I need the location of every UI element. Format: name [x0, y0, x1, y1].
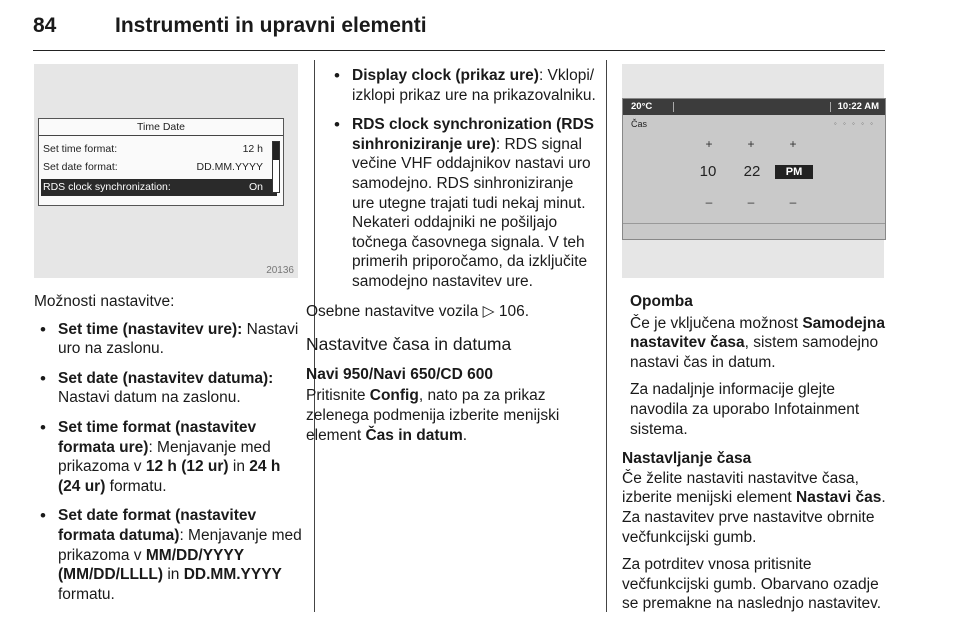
- screen-title: Time Date: [136, 121, 186, 133]
- minute-plus-button: +: [747, 137, 755, 151]
- ampm-plus-button: +: [789, 137, 797, 151]
- ampm-minus-button: –: [789, 195, 797, 209]
- list-item: • Set time (nastavitev ure): Nastavi uro na zaslonu.: [34, 320, 304, 359]
- subsection-title: Nastavljanje časa: [622, 450, 752, 468]
- screen-title: Čas: [631, 119, 648, 129]
- menu-row-time-format: [41, 141, 277, 158]
- list-item: • RDS clock synchronization (RDS sinhroniziranje ure): RDS signal večine VHF oddajnikov nastavi uro samodejno. RDS sinhroniziranje ure utegne trajati tudi nekaj minut. Nekateri oddajniki ne pošiljajo točnega časovnega signala. V teh primerih priporočamo, da izključite samodejno nastavitev ure.: [328, 115, 596, 291]
- infotainment-screen: [622, 98, 886, 240]
- hour-value: 10: [699, 163, 717, 180]
- minute-minus-button: –: [747, 195, 755, 209]
- status-clock: 10:22 AM: [837, 101, 879, 112]
- scrollbar-thumb: [273, 142, 279, 160]
- time-date-figure: [34, 64, 298, 278]
- minute-value: 22: [743, 163, 761, 180]
- list-item: • Set date format (nastavitev formata datuma): Menjavanje med prikazoma v MM/DD/YYYY (MM/DD/LLLL) in DD.MM.YYYY formatu.: [34, 506, 304, 604]
- row-value: DD.MM.YYYY: [196, 161, 263, 173]
- note-box: [622, 292, 886, 439]
- options-list: [34, 320, 304, 605]
- paragraph: Za potrditev vnosa pritisnite večfunkcijski gumb. Obarvano ozadje se premakne na naslednjo nastavitev.: [622, 556, 882, 613]
- note-paragraph: Za nadaljnje informacije glejte navodila za uporabo Infotainment sistema.: [630, 381, 860, 438]
- figure-number: 20136: [266, 265, 294, 276]
- column-divider-2: [606, 60, 607, 612]
- list-item: • Set time format (nastavitev formata ure): Menjavanje med prikazoma v 12 h (12 ur) in 24 h (24 ur) formatu.: [34, 418, 304, 496]
- note-title: Opomba: [630, 293, 693, 310]
- menu-row-rds-sync: [41, 179, 277, 196]
- row-label: Set date format:: [43, 161, 118, 173]
- status-separator: [673, 102, 674, 112]
- paragraph: Če želite nastaviti nastavitve časa, izberite menijski element Nastavi čas. Za nastavitev prve nastavitve obrnite večfunkcijski gumb.: [622, 469, 886, 546]
- row-label: Set time format:: [43, 143, 118, 155]
- status-separator: [830, 102, 831, 112]
- row-value: On: [248, 181, 263, 193]
- column-1: [34, 292, 304, 614]
- clock-settings-figure: [622, 64, 884, 278]
- row-label: RDS clock synchronization:: [43, 181, 171, 193]
- column-2: [306, 66, 596, 453]
- title-divider: [39, 135, 283, 136]
- page-number: 84: [33, 14, 57, 37]
- column-3: [622, 292, 886, 622]
- ampm-value: PM: [775, 165, 813, 179]
- status-bar: [623, 99, 885, 115]
- arrow-icon: ▷: [482, 302, 495, 320]
- time-date-screen: [38, 118, 284, 206]
- status-icons: ◦ ◦ ◦ ◦ ◦: [833, 119, 875, 128]
- cross-reference: Osebne nastavitve vozila ▷ 106.: [306, 302, 530, 320]
- row-value: 12 h: [242, 143, 263, 155]
- list-item: • Display clock (prikaz ure): Vklopi/ izklopi prikaz ure na prikazovalniku.: [328, 66, 596, 105]
- options-list-continued: [328, 66, 596, 292]
- options-intro: Možnosti nastavitve:: [34, 293, 175, 310]
- page-header: [33, 6, 885, 51]
- list-item: • Set date (nastavitev datuma): Nastavi datum na zaslonu.: [34, 369, 304, 408]
- scrollbar: [272, 141, 280, 193]
- section-title: Nastavitve časa in datuma: [306, 334, 512, 355]
- chapter-title: Instrumenti in upravni elementi: [115, 14, 427, 37]
- menu-row-date-format: [41, 159, 277, 176]
- hour-plus-button: +: [705, 137, 713, 151]
- hour-minus-button: –: [705, 195, 713, 209]
- paragraph: Pritisnite Config, nato pa za prikaz zelenega podmenija izberite menijski element Čas in datum.: [306, 387, 560, 444]
- screen-bottom-line: [623, 223, 885, 224]
- note-paragraph: Če je vključena možnost Samodejna nastavitev časa, sistem samodejno nastavi čas in datum.: [630, 314, 886, 371]
- subsection-title: Navi 950/Navi 650/CD 600: [306, 365, 493, 383]
- temperature: 20°C: [631, 101, 653, 112]
